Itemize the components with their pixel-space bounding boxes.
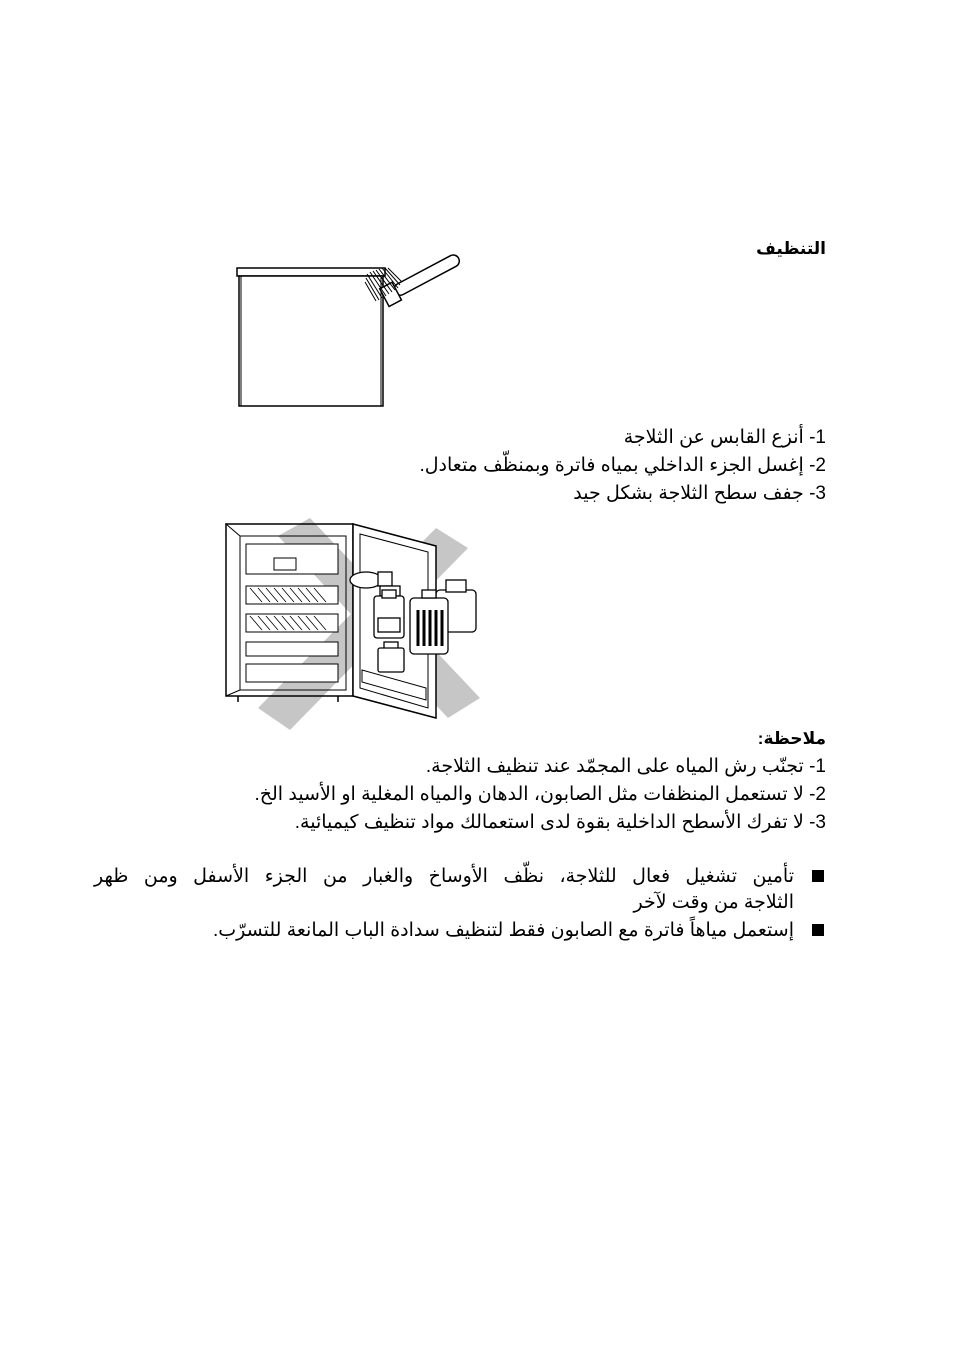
bullet-item-1-line2: الثلاجة من وقت لآخر [633, 892, 794, 913]
fridge-chemicals-warning-illustration [218, 518, 488, 733]
note-item-3: 3- لا تفرك الأسطح الداخلية بقوة لدى استعمالك مواد تنظيف كيميائية. [294, 812, 826, 833]
bullet-item-2 [213, 918, 794, 944]
notes-title: ملاحظة: [757, 729, 826, 748]
note-item-1: 1- تجنّب رش المياه على المجمّد عند تنظيف الثلاجة. [425, 756, 826, 777]
cleaning-step-3: 3- جفف سطح الثلاجة بشكل جيد [573, 483, 826, 504]
bullet-item-1-line1: تأمين تشغيل فعال للثلاجة، نظّف الأوساخ والغبار من الجزء الأسفل ومن ظهر [94, 866, 794, 887]
cleaning-step-2: 2- إغسل الجزء الداخلي بمياه فاترة وبمنظّف متعادل. [419, 455, 826, 476]
black-square-bullet-icon [812, 924, 824, 936]
note-item-2: 2- لا تستعمل المنظفات مثل الصابون، الدهان والمياه المغلية او الأسيد الخ. [254, 784, 826, 805]
bullet-item-2-line1: إستعمل مياهاً فاترة مع الصابون فقط لتنظيف سدادة الباب المانعة للتسرّب. [213, 920, 794, 941]
cleaning-step-1: 1- أنزع القابس عن الثلاجة [623, 427, 826, 448]
cleaning-title: التنظيف [756, 239, 826, 258]
black-square-bullet-icon [812, 870, 824, 882]
fridge-brush-illustration [230, 262, 475, 412]
bullet-item-1 [94, 864, 794, 916]
